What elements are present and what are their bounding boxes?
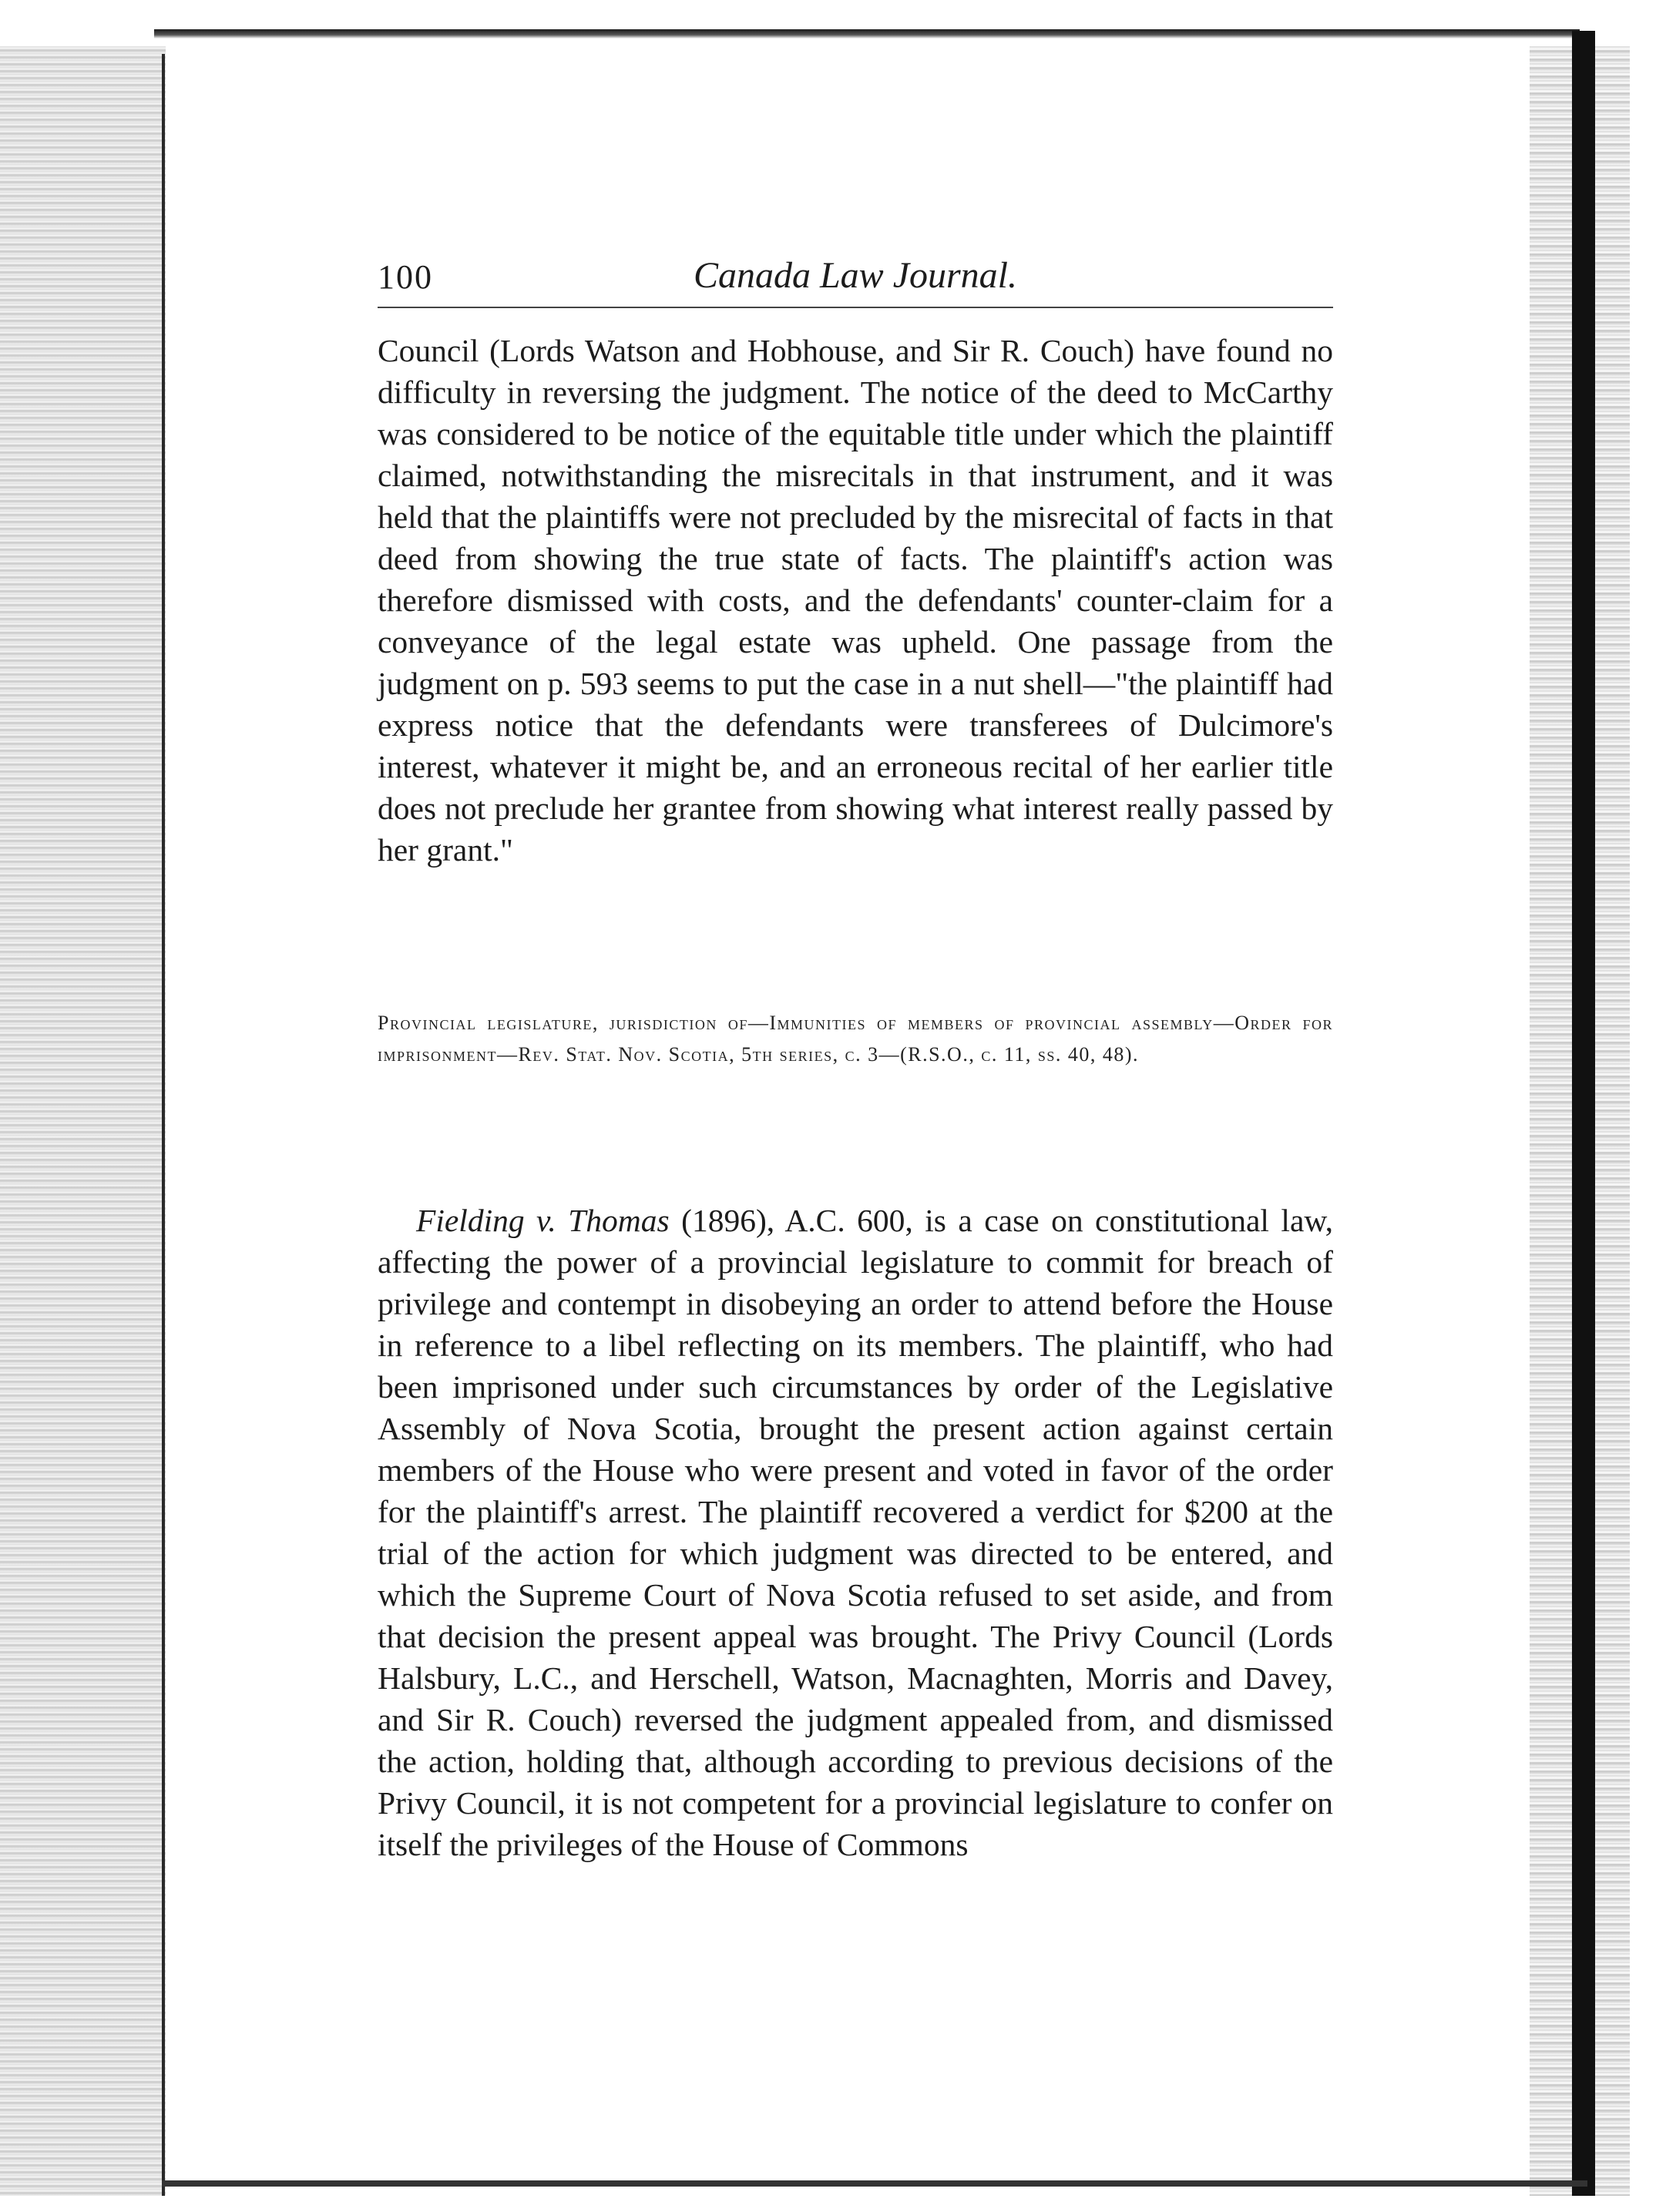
scanned-page-edge-bottom [162, 2180, 1587, 2187]
case-paragraph-body [378, 1200, 1333, 1865]
case-headnote [378, 1008, 1333, 1071]
header-rule [378, 307, 1333, 308]
headnote-text: Provincial legislature, jurisdiction of—Immunities of members of provincial assembly—Order for imprisonment—Rev. Stat. Nov. Scotia, 5th series, c. 3—(R.S.O., c. 11, ss. 40, 48). [378, 1012, 1333, 1066]
journal-title: Canada Law Journal. [693, 255, 1018, 296]
scanned-binding-line [162, 54, 165, 2196]
case-name: Fielding v. Thomas [416, 1203, 670, 1238]
scanned-page-border-right [1572, 31, 1595, 2196]
continuation-paragraph [378, 330, 1333, 871]
page-number: 100 [378, 258, 433, 296]
scanned-page-edge-left [0, 46, 166, 2196]
case-paragraph-text: (1896), A.C. 600, is a case on constitutional law, affecting the power of a provincial legislature to commit for breach of privilege and contempt in disobeying an order to attend before the House in reference to a libel reflecting on its members. The plaintiff, who had been imprisoned under such circumstances by order of the Legislative Assembly of Nova Scotia, brought the present action against certain members of the House who were present and voted in favor of the order for the plaintiff's arrest. The plaintiff recovered a verdict for $200 at the trial of the action for which judgment was directed to be entered, and which the Supreme Court of Nova Scotia refused to set aside, and from that decision the present appeal was brought. The Privy Council (Lords Halsbury, L.C., and Herschell, Watson, Macnaghten, Morris and Davey, and Sir R. Couch) reversed the judgment appealed from, and dismissed the action, holding that, although according to previous decisions of the Privy Council, it is not competent for a provincial legislature to confer on itself the privileges of the House of Commons [378, 1203, 1334, 1862]
continuation-paragraph-text: Council (Lords Watson and Hobhouse, and Sir R. Couch) have found no difficulty in reversing the judgment. The notice of the deed to McCarthy was considered to be notice of the equitable title under which the plaintiff claimed, notwithstanding the misrecitals in that instrument, and it was held that the plaintiffs were not precluded by the misrecital of facts in that deed from showing the true state of facts. The plaintiff's action was therefore dismissed with costs, and the defendants' counter-claim for a conveyance of the legal estate was upheld. One passage from the judgment on p. 593 seems to put the case in a nut shell—"the plaintiff had express notice that the defendants were transferees of Dulcimore's interest, whatever it might be, and an erroneous recital of her earlier title does not preclude her grantee from showing what interest really passed by her grant." [378, 333, 1333, 868]
case-paragraph [378, 1200, 1333, 1865]
scanned-page-edge-top [154, 29, 1580, 39]
